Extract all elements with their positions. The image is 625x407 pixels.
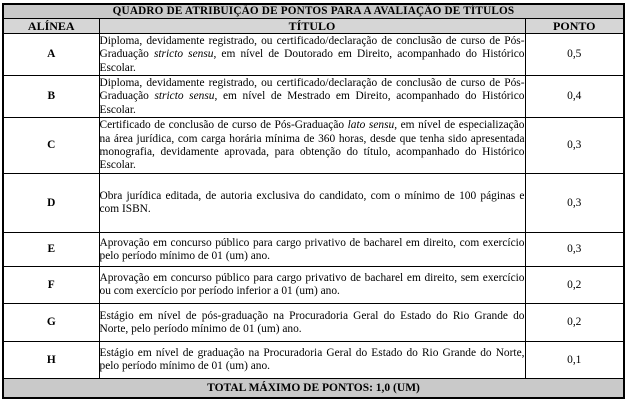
titulo-text: Diploma, devidamente registrado, ou certificado/declaração de conclusão de curso de Pós-Graduação [99,34,525,61]
titulo-emphasis: lato sensu [347,119,395,132]
table-row [3,34,624,76]
points-table [2,3,625,399]
ponto-cell: 0,1 [525,342,624,379]
titulo-text: Diploma, devidamente registrado, ou certificado/declaração de conclusão de curso de Pós-Graduação [99,76,525,103]
titulo-text: , em nível de Mestrado em Direito, acompanhado do Histórico Escolar. [99,90,525,116]
ponto-cell: 0,2 [525,267,624,304]
table-row [3,267,624,304]
ponto-cell: 0,3 [525,174,624,233]
table-row [3,233,624,267]
table-header-row [3,19,624,34]
titulo-cell: Estágio em nível de graduação na Procuradoria Geral do Estado do Rio Grande do Norte, pelo período mínimo de 01 (um) ano. [99,342,525,379]
titulo-text: , em nível de Doutorado em Direito, acompanhado do Histórico Escolar. [99,48,525,74]
titulo-cell [99,118,525,174]
header-titulo: TÍTULO [99,19,525,34]
titulo-cell: Aprovação em concurso público para cargo privativo de bacharel em direito, com exercício pelo período mínimo de 01 (um) ano. [99,233,525,267]
header-ponto: PONTO [525,19,624,34]
table-row [3,118,624,174]
titulo-cell: Obra jurídica editada, de autoria exclusiva do candidato, com o mínimo de 100 páginas e com ISBN. [99,174,525,233]
alinea-cell: B [3,76,99,118]
table-title-row [3,4,624,19]
alinea-cell: H [3,342,99,379]
ponto-cell: 0,5 [525,34,624,76]
table-row [3,174,624,233]
alinea-cell: F [3,267,99,304]
titulo-cell [99,34,525,76]
alinea-cell: G [3,304,99,342]
ponto-cell: 0,3 [525,233,624,267]
table-row [3,304,624,342]
ponto-cell: 0,4 [525,76,624,118]
header-alinea: ALÍNEA [3,19,99,34]
total-label: TOTAL MÁXIMO DE PONTOS: 1,0 (UM) [3,379,624,399]
table-title: QUADRO DE ATRIBUIÇÃO DE PONTOS PARA A AVALIAÇÃO DE TÍTULOS [3,4,624,19]
alinea-cell: E [3,233,99,267]
total-row [3,379,624,399]
titulo-emphasis: stricto sensu [154,90,215,103]
alinea-cell: A [3,34,99,76]
titulo-emphasis: stricto sensu [153,48,214,61]
alinea-cell: C [3,118,99,174]
titulo-text: , em nível de especialização na área jurídica, com carga horária mínima de 360 horas, desde que tenha sido apresentada monografia, devidamente aprovada, para obtenção do título, acompanhado do Histórico Escolar. [99,119,525,172]
titulo-cell: Aprovação em concurso público para cargo privativo de bacharel em direito, sem exercício ou com exercício por período inferior a 01 (um) ano. [99,267,525,304]
titulo-cell: Estágio em nível de pós-graduação na Procuradoria Geral do Estado do Rio Grande do Norte, pelo período mínimo de 01 (um) ano. [99,304,525,342]
ponto-cell: 0,3 [525,118,624,174]
titulo-cell [99,76,525,118]
alinea-cell: D [3,174,99,233]
ponto-cell: 0,2 [525,304,624,342]
table-row [3,76,624,118]
table-row [3,342,624,379]
titulo-text: Certificado de conclusão de curso de Pós-Graduação [99,119,348,132]
